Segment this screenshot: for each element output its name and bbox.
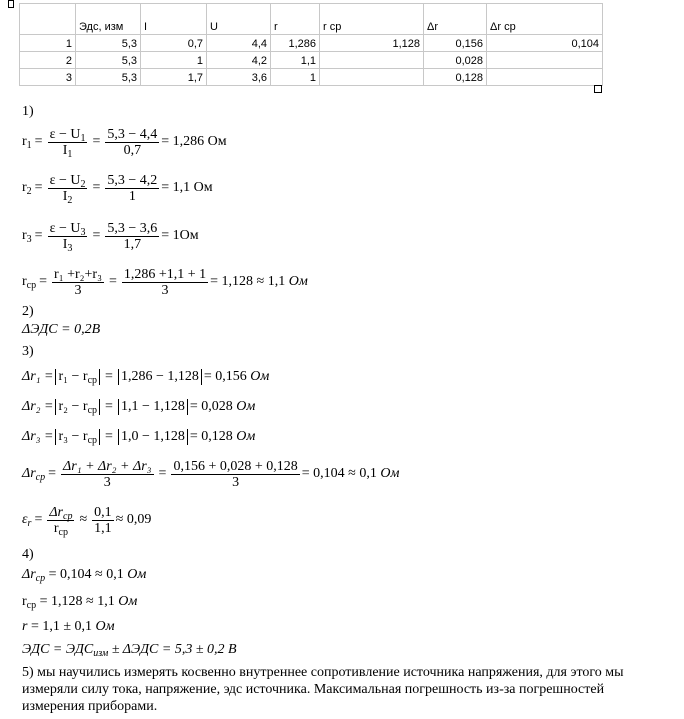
header-cell: Эдс, изм <box>76 4 141 35</box>
table-cell: 0,128 <box>424 69 487 86</box>
section-3-label: 3) <box>22 344 34 359</box>
table-row <box>20 52 603 69</box>
conclusion-paragraph: 5) мы научились измерять косвенно внутреннее сопротивление источника напряжения, для этого мы измеряли силу тока, напряжение, эдс источника. Максимальная погрешность из-за погрешностей измерения приборами. <box>22 665 624 714</box>
formula-r2: $r_2$ = $\frac{\varepsilon - U_2}{I_2}$ = $\frac{5,3 - 4,2}{1}$ = 1,1 Ом <box>22 172 213 206</box>
table-cell: 4,4 <box>207 35 271 52</box>
section-1-label: 1) <box>22 104 34 119</box>
formula-final-r: r = 1,1 ± 0,1 Ом <box>22 619 115 634</box>
table-cell: 3,6 <box>207 69 271 86</box>
table-resize-handle[interactable] <box>594 85 602 93</box>
header-cell: Δr ср <box>487 4 603 35</box>
header-cell: r <box>271 4 320 35</box>
table-cell: 1 <box>271 69 320 86</box>
table-row <box>20 69 603 86</box>
formula-final-r-avg: $r_{ср}$ = 1,128 ≈ 1,1 Ом <box>22 594 138 611</box>
table-header-row <box>20 4 603 35</box>
table-cell: 5,3 <box>76 69 141 86</box>
table-cell: 2 <box>20 52 76 69</box>
table-cell: 3 <box>20 69 76 86</box>
table-cell: 1,128 <box>320 35 424 52</box>
table-cell <box>320 69 424 86</box>
header-cell <box>20 4 76 35</box>
table-cell: 0,104 <box>487 35 603 52</box>
formula-r1: $r_1$ = $\frac{\varepsilon - U_1}{I_1}$ = $\frac{5,3 - 4,4}{0,7}$ = 1,286 Ом <box>22 126 227 160</box>
table-cell: 1,1 <box>271 52 320 69</box>
table-cell <box>320 52 424 69</box>
table-cell: 0,028 <box>424 52 487 69</box>
table-cell: 1,7 <box>141 69 207 86</box>
data-table <box>19 3 603 86</box>
section-2-label: 2) <box>22 304 34 319</box>
table-row <box>20 35 603 52</box>
table-cell: 0,156 <box>424 35 487 52</box>
formula-delta-r1: Δr₁ = $r_1 - r_{ср}$ = 1,286 − 1,128 = 0,156 Ом <box>22 369 270 386</box>
header-cell: U <box>207 4 271 35</box>
formula-delta-emf: ΔЭДС = 0,2В <box>22 322 101 337</box>
table-cell: 1,286 <box>271 35 320 52</box>
formula-delta-r2: Δr₂ = $r_2 - r_{ср}$ = 1,1 − 1,128 = 0,028 Ом <box>22 399 256 416</box>
formula-final-emf: ЭДС = $ЭДС_{изм}$ ± ΔЭДС = 5,3 ± 0,2 В <box>22 642 237 659</box>
table-cell <box>487 52 603 69</box>
formula-r3: $r_3$ = $\frac{\varepsilon - U_3}{I_3}$ = $\frac{5,3 - 3,6}{1,7}$ = 1Ом <box>22 220 199 254</box>
table-cell: 4,2 <box>207 52 271 69</box>
table-move-handle[interactable] <box>8 0 14 8</box>
formula-r-avg: $r_{ср}$ = $\frac{\text{r₁ +r₂+r₃}}{3}$ = $\frac{1,286 +1,1 + 1}{3}$ = 1,128 ≈ 1,1 Ом <box>22 266 308 298</box>
header-cell: I <box>141 4 207 35</box>
section-4-label: 4) <box>22 547 34 562</box>
formula-final-delta-r: $\Delta r_{ср}$ = 0,104 ≈ 0,1 Ом <box>22 567 147 584</box>
header-cell: r ср <box>320 4 424 35</box>
table-cell: 1 <box>141 52 207 69</box>
table-cell <box>487 69 603 86</box>
formula-delta-r3: Δr₃ = $r_3 - r_{ср}$ = 1,0 − 1,128 = 0,128 Ом <box>22 429 256 446</box>
table-cell: 5,3 <box>76 52 141 69</box>
formula-relative-error: $\varepsilon_r$ = $\frac{\Delta r_{ср}}{r_{ср}}$ ≈ $\frac{0,1}{1,1}$ ≈ 0,09 <box>22 504 152 538</box>
table-cell: 1 <box>20 35 76 52</box>
table-cell: 0,7 <box>141 35 207 52</box>
table-cell: 5,3 <box>76 35 141 52</box>
header-cell: Δr <box>424 4 487 35</box>
formula-delta-r-avg: $\Delta r_{ср}$ = $\frac{\text{Δr₁ + Δr₂ + Δr₃}}{3}$ = $\frac{0,156 + 0,028 + 0,128}{3}$ = 0,104 ≈ 0,1 Ом <box>22 458 400 490</box>
